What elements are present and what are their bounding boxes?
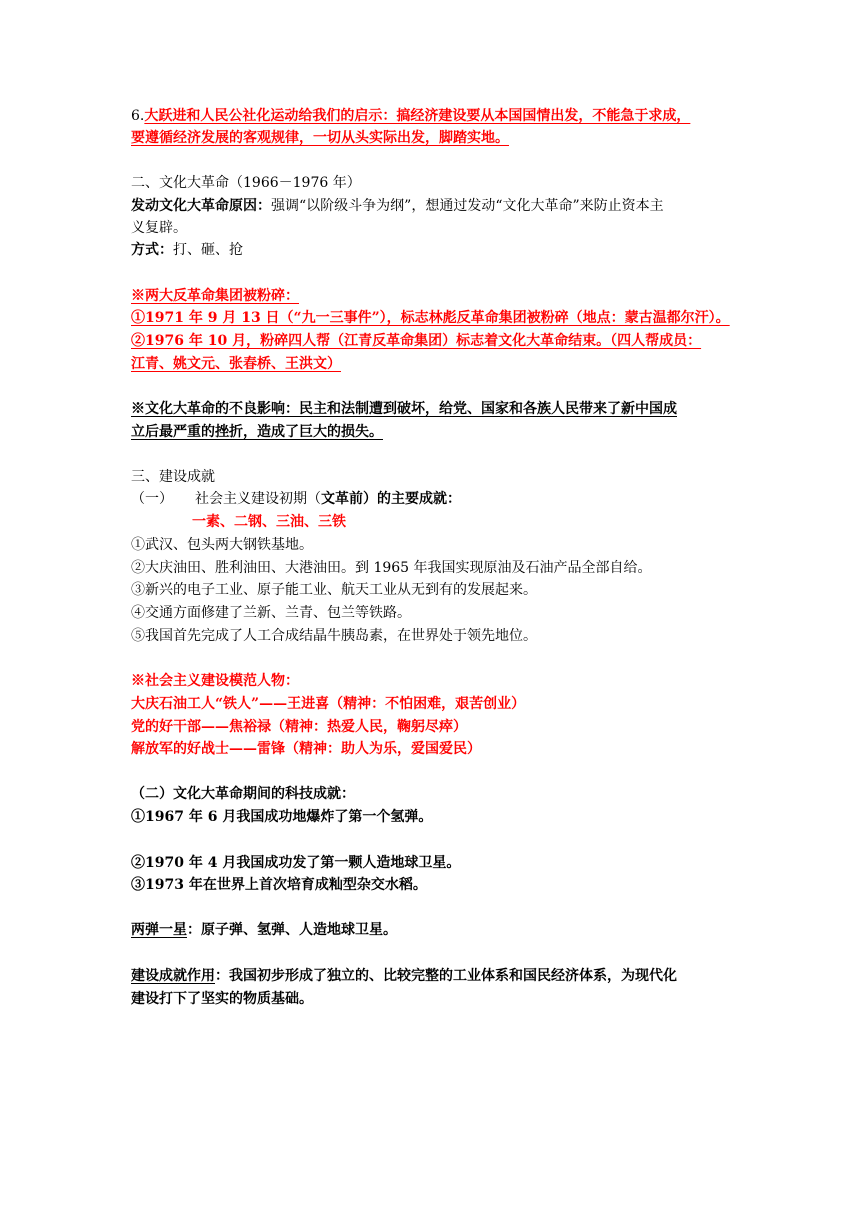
subsection-1-title (131, 489, 461, 509)
cause-text: 强调“以阶级斗争为纲”，想通过发动“文化大革命”来防止资本主 (271, 198, 664, 214)
subsection-1-mnemonic: 一素、二钢、三油、三铁 (192, 514, 346, 530)
method-line (131, 240, 243, 260)
section-3-heading: 三、建设成就 (131, 469, 215, 485)
effect-line-2: 建设打下了坚实的物质基础。 (131, 991, 313, 1007)
smash-item-1: ①1971 年 9 月 13 日（“九一三事件”），标志林彪反革命集团被粉碎（地点：蒙古温都尔汗）。 (131, 310, 730, 326)
section-2-heading: 二、文化大革命（1966－1976 年） (131, 175, 361, 191)
model-figure-item: 解放军的好战士——雷锋（精神：助人为乐，爱国爱民） (131, 741, 481, 757)
two-bombs-label: 两弹一星 (131, 922, 187, 938)
two-bombs-text: ：原子弹、氢弹、人造地球卫星。 (187, 922, 397, 938)
effect-text: ：我国初步形成了独立的、比较完整的工业体系和国民经济体系，为现代化 (215, 968, 677, 984)
lesson-6-number: 6. (131, 108, 145, 124)
lesson-6-text-1: 大跃进和人民公社化运动给我们的启示：搞经济建设要从本国国情出发，不能急于求成， (144, 108, 691, 124)
achievement-item: ⑤我国首先完成了人工合成结晶牛胰岛素，在世界处于领先地位。 (131, 628, 537, 644)
effect-line-1 (131, 966, 677, 986)
method-text: 打、砸、抢 (173, 242, 243, 258)
cause-label: 发动文化大革命原因： (131, 198, 271, 214)
lesson-6-line-1 (131, 106, 690, 126)
method-label: 方式： (131, 242, 173, 258)
tech-achievement-item: ③1973 年在世界上首次培育成籼型杂交水稻。 (131, 877, 427, 893)
two-bombs-one-satellite (131, 920, 397, 940)
effect-label: 建设成就作用 (131, 968, 215, 984)
achievement-item: ②大庆油田、胜利油田、大港油田。到 1965 年我国实现原油及石油产品全部自给。 (131, 560, 652, 576)
lesson-6-line-2: 要遵循经济发展的客观规律，一切从头实际出发，脚踏实地。 (131, 130, 509, 146)
subsection-1-bold: 文革前 (321, 491, 363, 507)
impact-line-2: 立后最严重的挫折，造成了巨大的损失。 (131, 424, 383, 440)
achievement-item: ③新兴的电子工业、原子能工业、航天工业从无到有的发展起来。 (131, 582, 537, 598)
subsection-1-post: ）的主要成就： (363, 491, 461, 507)
model-figure-item: 大庆石油工人“铁人”——王进喜（精神：不怕困难，艰苦创业） (131, 696, 526, 712)
model-figures-title: ※社会主义建设模范人物： (131, 673, 299, 689)
smash-title: ※两大反革命集团被粉碎： (131, 288, 299, 304)
smash-item-2-line-2: 江青、姚文元、张春桥、王洪文） (131, 356, 341, 372)
smash-item-2-line-1: ②1976 年 10 月，粉碎四人帮（江青反革命集团）标志着文化大革命结束。（四人帮成员： (131, 333, 702, 349)
subsection-1-number: （一） (131, 491, 173, 507)
achievement-item: ④交通方面修建了兰新、兰青、包兰等铁路。 (131, 605, 411, 621)
cause-line-1 (131, 196, 664, 216)
tech-achievement-item: ②1970 年 4 月我国成功发了第一颗人造地球卫星。 (131, 855, 461, 871)
subsection-1-pre: 社会主义建设初期（ (195, 491, 321, 507)
achievement-item: ①武汉、包头两大钢铁基地。 (131, 537, 313, 553)
impact-line-1: ※文化大革命的不良影响：民主和法制遭到破坏，给党、国家和各族人民带来了新中国成 (131, 401, 677, 417)
cause-line-2: 义复辟。 (131, 220, 187, 236)
tech-achievement-item: ①1967 年 6 月我国成功地爆炸了第一个氢弹。 (131, 809, 433, 825)
subsection-2-title: （二）文化大革命期间的科技成就： (131, 786, 355, 802)
model-figure-item: 党的好干部——焦裕禄（精神：热爱人民，鞠躬尽瘁） (131, 719, 467, 735)
